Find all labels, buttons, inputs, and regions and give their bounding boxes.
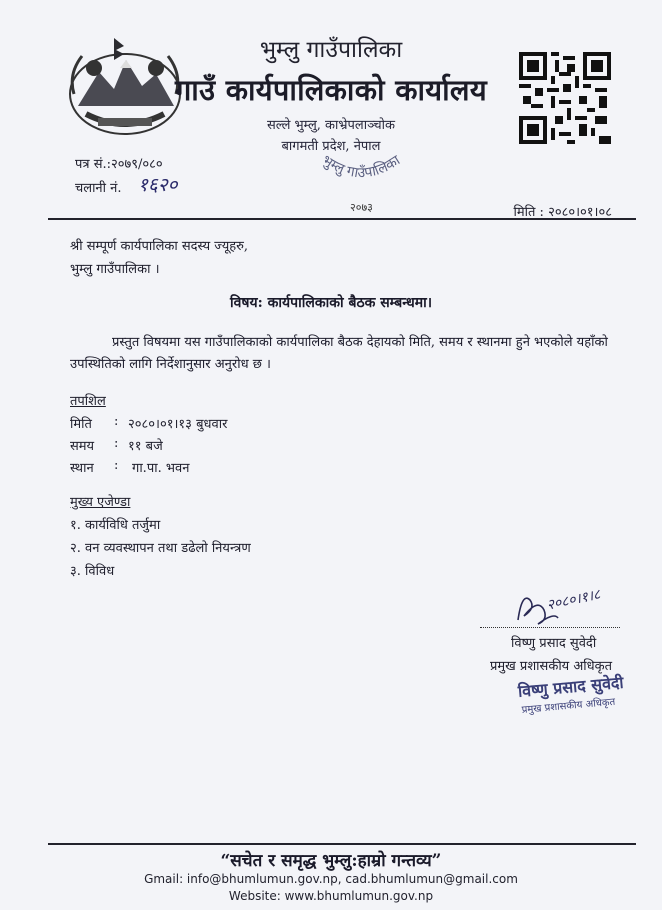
detail-colon: : [114,458,119,473]
detail-colon: : [114,436,119,451]
office-stamp [313,132,425,190]
footer-motto: “सचेत र समृद्ध भुम्लु:हाम्रो गन्तव्य” [220,851,442,871]
agenda-item: २. वन व्यवस्थापन तथा डढेलो नियन्त्रण [70,541,251,556]
stamp-text: भुम्लु गाउँपालिका [318,152,404,182]
municipality-name: भुम्लु गाउँपालिका [259,37,403,63]
detail-value-date: २०८०।०१।१३ बुधवार [128,417,228,432]
detail-label-time: समय [70,439,95,454]
subject-line: विषय: कार्यपालिकाको बैठक सम्बन्धमा। [229,295,433,311]
office-title: गाउँ कार्यपालिकाको कार्यालय [174,73,488,107]
signature-stamp-name: विष्णु प्रसाद सुवेदी [517,672,625,701]
letter-date: मिति : २०८०।०१।०८ [513,205,612,220]
chalani-number-handwritten: १६२० [138,174,178,196]
recipient-line-1: श्री सम्पूर्ण कार्यपालिका सदस्य ज्यूहरु, [70,239,249,254]
address-line-2: बागमती प्रदेश, नेपाल [281,139,381,154]
detail-label-place: स्थान [70,461,94,476]
detail-value-time: ११ बजे [128,439,163,454]
signature-hand-date: २०८०।१।८ [545,586,602,614]
signatory-designation: प्रमुख प्रशासकीय अधिकृत [490,659,613,674]
agenda-item: १. कार्यविधि तर्जुमा [70,518,161,533]
header-divider [48,218,636,220]
detail-label-date: मिति [70,417,92,432]
footer-website: Website: www.bhumlumun.gov.np [228,889,434,903]
svg-text:भुम्लु गाउँपालिका [319,152,404,181]
details-heading: तपशिल [70,394,106,409]
footer-divider [48,843,636,845]
qr-code-icon [519,52,611,144]
signatory-name: विष्णु प्रसाद सुवेदी [511,636,597,651]
footer-email: Gmail: info@bhumlumun.gov.np, cad.bhumlumun@gmail.com [144,872,518,886]
address-line-1: सल्ले भुम्लु, काभ्रेपलाञ्चोक [266,118,396,133]
body-paragraph: प्रस्तुत विषयमा यस गाउँपालिकाको कार्यपालिका बैठक देहायको मिति, समय र स्थानमा हुने भएकोले यहाँको उपस्थितिको लागि निर्देशानुसार अनुरोध छ । [70,335,608,372]
agenda-item: ३. विविध [70,564,115,579]
agenda-heading: मुख्य एजेण्डा [70,495,131,510]
chalani-label: चलानी नं. [75,181,122,196]
signature-stamp-designation: प्रमुख प्रशासकीय अधिकृत [521,696,616,716]
detail-colon: : [114,414,119,429]
recipient-line-2: भुम्लु गाउँपालिका । [70,262,160,277]
stamp-year: २०७३ [350,201,373,214]
detail-value-place: गा.पा. भवन [132,461,190,476]
signature-line [480,627,620,628]
patra-number: पत्र सं.:२०७९/०८० [75,157,163,172]
